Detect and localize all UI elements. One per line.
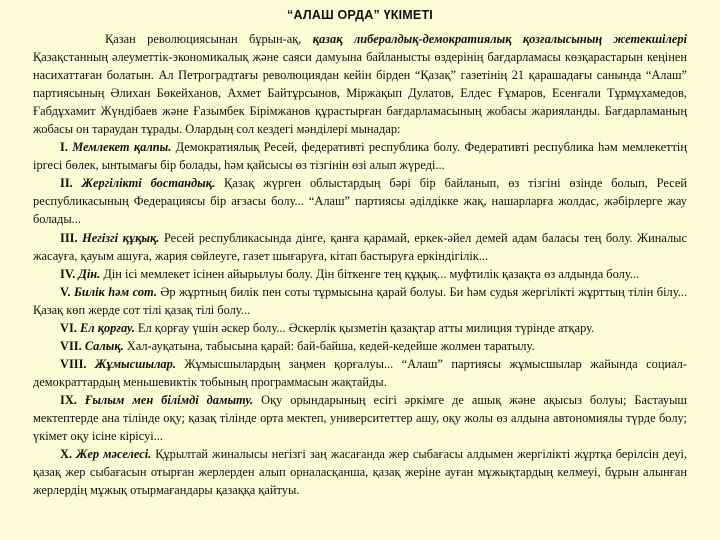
section-heading: Дін.	[78, 266, 101, 281]
section-heading: Ғылым мен білімді дамыту.	[84, 392, 254, 407]
intro-start: Қазан революциясынан бұрын-ақ,	[105, 32, 313, 46]
section-text: Жұмысшылардың заңмен қорғалуы... “Алаш” партиясы жұмысшылар жайында социал-демократтардың меньшевиктік тобының программасын жақтайды.	[33, 356, 687, 389]
intro-emphasis: қазақ либералдық-демократиялық қозғалысының жетекшілері	[312, 32, 687, 46]
section-heading: Ел қорғау.	[79, 320, 135, 335]
section-number: V.	[60, 284, 71, 299]
section-text: Әр жұртның билік пен соты тұрмысына қарай болуы. Би һәм судья жергілікті жұрттың тілін білу... Қазақ көп жерде сот тілі қазақ тілі болу...	[33, 284, 687, 317]
document-title: “АЛАШ ОРДА” ҮКІМЕТІ	[287, 8, 433, 22]
section-heading: Жұмысшылар.	[95, 356, 176, 371]
section-number: І.	[60, 140, 68, 155]
section-5	[33, 283, 687, 319]
section-9	[33, 391, 687, 445]
section-text: Демократиялық Ресей, федеративті республика болу. Федеративті республика һәм мемлекеттің іргесі бөлек, ынтымағы бір болады, һәм қайсысы өз тізгінін өзі алып жүреді...	[33, 140, 687, 173]
section-8	[33, 355, 687, 391]
section-6	[33, 319, 687, 337]
section-text: Құрылтай жиналысы негізгі заң жасағанда жер сыбағасы алдымен жергілікті жұртқа берілсін деуі, қазақ жер сыбағасын отырған жерлерден алып орналасқанша, қазақ жеріне ауған мұжықтардың келмеуі, бұрын алынған жерлердің мұжық отырмағандары қазаққа қайтуы.	[33, 447, 687, 498]
section-heading: Жергілікті бостандық.	[81, 176, 216, 191]
section-4	[33, 265, 687, 283]
intro-rest: Қазақстанның әлеуметтік-экономикалық және саяси дамуына байланысты өздерінің бағдарламасы көзқарастарын кеңінен насихаттаған болатын. Ал Петроградтағы революциядан кейін бірден “Қазақ” газетінің 21 қарашадағы санында “Алаш” партиясының Әлихан Бөкейханов, Ахмет Байтұрсынов, Міржақып Дулатов, Елдес Ғұмаров, Есенғали Тұрмұхамедов, Ғабдұхамит Жүндібаев және Ғазымбек Бірімжанов құрастырған бағдарламасының жобасы жарияланды. Бағдарламаның жобасы он тараудан тұрады. Олардың сол кездегі мәнділері мынадар:	[33, 50, 687, 137]
section-heading: Негізгі құқық.	[82, 230, 160, 245]
section-text: Хал-ауқатына, табысына қарай: бай-байша, кедей-кедейше жолмен таратылу.	[123, 338, 535, 353]
section-text: Оқу орындарының есігі әркімге де ашық және ақысыз болуы; Бастауыш мектептерде ана тілінде оқу; қазақ тілінде орта мектеп, университеттер ашу, оқу жолы өз алдына автономиялы түрде болу; үкімет оқу ісіне кірісуі...	[33, 392, 687, 444]
section-number: ІІІ.	[60, 230, 78, 245]
intro-paragraph	[33, 30, 687, 138]
section-7	[33, 337, 687, 355]
section-heading: Салық.	[84, 338, 124, 353]
section-1	[33, 138, 687, 174]
section-10	[33, 445, 687, 499]
section-number: IV.	[60, 266, 76, 281]
section-heading: Билік һәм сот.	[73, 284, 157, 299]
document-body	[33, 30, 687, 499]
section-number: VІ.	[60, 320, 77, 335]
section-number: IX.	[60, 392, 77, 407]
section-heading: Жер мәселесі.	[76, 447, 152, 462]
section-heading: Мемлекет қалпы.	[72, 140, 172, 155]
section-text: Ресей республикасында дінге, қанға қарамай, еркек-әйел демей адам баласы тең болу. Жиналыс жасауға, қауым ашуға, жария сөйлеуге, газет шығаруға, кітап бастыруға еркіндігілік...	[33, 230, 687, 263]
section-number: VІІ.	[60, 338, 82, 353]
section-3	[33, 229, 687, 265]
section-2	[33, 174, 687, 228]
section-number: Х.	[60, 447, 73, 462]
section-text: Дін ісі мемлекет ісінен айырылуы болу. Дін біткенге тең құқық... муфтилік қазақта өз алдында болу...	[100, 266, 640, 281]
section-number: VІІІ.	[60, 356, 87, 371]
section-number: ІІ.	[60, 176, 73, 191]
section-text: Қазақ жүрген облыстардың бәрі бір байланып, өз тізгіні өзінде болып, Ресей республикасының Федерациясы бір ағзасы болу... “Алаш” партиясы әділдікке жақ, нашарларға жолдас, жәбірлерге жау болады...	[33, 176, 688, 227]
section-text: Ел қорғау үшін әскер болу... Әскерлік қызметін қазақтар атты милиция түрінде атқару.	[134, 320, 595, 335]
